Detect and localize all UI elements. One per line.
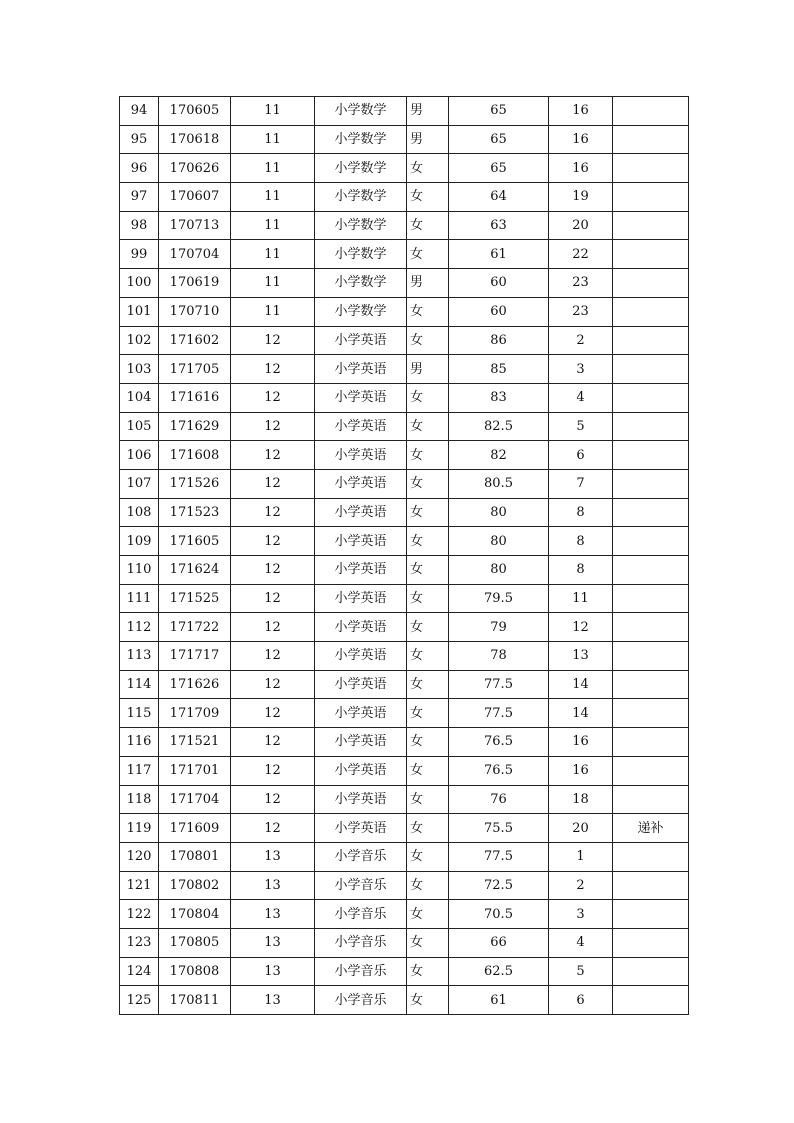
cell-note <box>613 584 689 613</box>
cell-subject: 小学英语 <box>315 699 407 728</box>
cell-score: 66 <box>449 928 549 957</box>
table-row <box>120 728 689 757</box>
cell-score: 62.5 <box>449 957 549 986</box>
table-row <box>120 670 689 699</box>
cell-score: 64 <box>449 183 549 212</box>
cell-subject: 小学数学 <box>315 297 407 326</box>
cell-score: 82 <box>449 441 549 470</box>
table-row <box>120 871 689 900</box>
cell-note <box>613 527 689 556</box>
cell-number: 102 <box>120 326 159 355</box>
cell-number: 105 <box>120 412 159 441</box>
cell-gender: 女 <box>407 928 449 957</box>
cell-rank: 3 <box>549 355 613 384</box>
cell-rank: 16 <box>549 728 613 757</box>
cell-score: 82.5 <box>449 412 549 441</box>
cell-exam-id: 170808 <box>159 957 231 986</box>
table-row <box>120 97 689 126</box>
cell-rank: 5 <box>549 957 613 986</box>
cell-number: 95 <box>120 125 159 154</box>
table-row <box>120 928 689 957</box>
cell-gender: 男 <box>407 355 449 384</box>
cell-gender: 女 <box>407 240 449 269</box>
cell-number: 109 <box>120 527 159 556</box>
cell-note <box>613 326 689 355</box>
cell-gender: 女 <box>407 584 449 613</box>
cell-note <box>613 355 689 384</box>
cell-group: 12 <box>231 412 315 441</box>
cell-exam-id: 171626 <box>159 670 231 699</box>
cell-number: 117 <box>120 756 159 785</box>
cell-group: 12 <box>231 785 315 814</box>
cell-number: 119 <box>120 814 159 843</box>
cell-group: 12 <box>231 326 315 355</box>
table-row <box>120 269 689 298</box>
cell-group: 12 <box>231 756 315 785</box>
cell-number: 104 <box>120 383 159 412</box>
cell-gender: 女 <box>407 785 449 814</box>
cell-subject: 小学英语 <box>315 670 407 699</box>
cell-score: 76.5 <box>449 728 549 757</box>
cell-rank: 11 <box>549 584 613 613</box>
cell-group: 12 <box>231 814 315 843</box>
table-row <box>120 699 689 728</box>
cell-rank: 14 <box>549 670 613 699</box>
cell-score: 65 <box>449 125 549 154</box>
cell-gender: 女 <box>407 297 449 326</box>
cell-number: 99 <box>120 240 159 269</box>
cell-note <box>613 556 689 585</box>
cell-number: 94 <box>120 97 159 126</box>
cell-rank: 6 <box>549 986 613 1015</box>
cell-number: 121 <box>120 871 159 900</box>
table-row <box>120 297 689 326</box>
cell-rank: 4 <box>549 383 613 412</box>
table-row <box>120 613 689 642</box>
cell-subject: 小学数学 <box>315 154 407 183</box>
cell-group: 13 <box>231 928 315 957</box>
cell-score: 80 <box>449 527 549 556</box>
cell-number: 125 <box>120 986 159 1015</box>
cell-subject: 小学音乐 <box>315 842 407 871</box>
cell-subject: 小学数学 <box>315 269 407 298</box>
cell-note <box>613 842 689 871</box>
cell-exam-id: 171722 <box>159 613 231 642</box>
cell-group: 11 <box>231 183 315 212</box>
cell-note <box>613 469 689 498</box>
cell-subject: 小学英语 <box>315 527 407 556</box>
cell-exam-id: 171605 <box>159 527 231 556</box>
cell-rank: 2 <box>549 326 613 355</box>
cell-group: 12 <box>231 699 315 728</box>
cell-note <box>613 785 689 814</box>
cell-group: 11 <box>231 269 315 298</box>
cell-subject: 小学英语 <box>315 785 407 814</box>
cell-subject: 小学音乐 <box>315 986 407 1015</box>
cell-note <box>613 642 689 671</box>
cell-rank: 6 <box>549 441 613 470</box>
cell-gender: 男 <box>407 97 449 126</box>
results-table-body <box>120 97 689 1015</box>
cell-group: 13 <box>231 986 315 1015</box>
cell-number: 108 <box>120 498 159 527</box>
cell-subject: 小学音乐 <box>315 957 407 986</box>
cell-group: 11 <box>231 97 315 126</box>
cell-rank: 20 <box>549 814 613 843</box>
cell-gender: 女 <box>407 871 449 900</box>
cell-subject: 小学英语 <box>315 383 407 412</box>
cell-exam-id: 170801 <box>159 842 231 871</box>
cell-exam-id: 170710 <box>159 297 231 326</box>
cell-exam-id: 170802 <box>159 871 231 900</box>
table-row <box>120 240 689 269</box>
cell-subject: 小学英语 <box>315 728 407 757</box>
cell-note <box>613 613 689 642</box>
cell-group: 12 <box>231 584 315 613</box>
cell-exam-id: 170618 <box>159 125 231 154</box>
cell-group: 12 <box>231 441 315 470</box>
cell-score: 61 <box>449 986 549 1015</box>
cell-subject: 小学数学 <box>315 97 407 126</box>
cell-note <box>613 498 689 527</box>
cell-exam-id: 171701 <box>159 756 231 785</box>
cell-rank: 4 <box>549 928 613 957</box>
cell-score: 85 <box>449 355 549 384</box>
cell-score: 76 <box>449 785 549 814</box>
table-row <box>120 125 689 154</box>
cell-gender: 女 <box>407 814 449 843</box>
cell-rank: 18 <box>549 785 613 814</box>
cell-exam-id: 170704 <box>159 240 231 269</box>
cell-group: 12 <box>231 642 315 671</box>
cell-note <box>613 871 689 900</box>
cell-note <box>613 756 689 785</box>
table-row <box>120 556 689 585</box>
cell-subject: 小学英语 <box>315 556 407 585</box>
cell-exam-id: 171526 <box>159 469 231 498</box>
cell-rank: 14 <box>549 699 613 728</box>
cell-note <box>613 211 689 240</box>
cell-note <box>613 183 689 212</box>
cell-subject: 小学英语 <box>315 441 407 470</box>
cell-gender: 女 <box>407 900 449 929</box>
cell-score: 80 <box>449 556 549 585</box>
table-row <box>120 814 689 843</box>
cell-subject: 小学英语 <box>315 642 407 671</box>
cell-group: 12 <box>231 613 315 642</box>
cell-group: 13 <box>231 957 315 986</box>
cell-rank: 16 <box>549 154 613 183</box>
cell-gender: 女 <box>407 842 449 871</box>
cell-score: 60 <box>449 297 549 326</box>
cell-number: 100 <box>120 269 159 298</box>
cell-note <box>613 383 689 412</box>
cell-rank: 8 <box>549 527 613 556</box>
cell-note <box>613 900 689 929</box>
cell-exam-id: 170805 <box>159 928 231 957</box>
cell-score: 63 <box>449 211 549 240</box>
cell-gender: 女 <box>407 986 449 1015</box>
cell-rank: 1 <box>549 842 613 871</box>
cell-number: 115 <box>120 699 159 728</box>
cell-group: 13 <box>231 842 315 871</box>
cell-exam-id: 170804 <box>159 900 231 929</box>
cell-subject: 小学英语 <box>315 355 407 384</box>
table-row <box>120 183 689 212</box>
cell-number: 124 <box>120 957 159 986</box>
cell-score: 86 <box>449 326 549 355</box>
cell-exam-id: 170811 <box>159 986 231 1015</box>
cell-note <box>613 240 689 269</box>
cell-note: 递补 <box>613 814 689 843</box>
cell-group: 12 <box>231 469 315 498</box>
cell-rank: 16 <box>549 125 613 154</box>
cell-note <box>613 728 689 757</box>
cell-note <box>613 957 689 986</box>
cell-rank: 16 <box>549 756 613 785</box>
table-row <box>120 383 689 412</box>
cell-gender: 女 <box>407 670 449 699</box>
cell-gender: 女 <box>407 613 449 642</box>
cell-rank: 20 <box>549 211 613 240</box>
cell-group: 11 <box>231 240 315 269</box>
cell-subject: 小学英语 <box>315 498 407 527</box>
cell-rank: 16 <box>549 97 613 126</box>
cell-subject: 小学英语 <box>315 469 407 498</box>
table-row <box>120 154 689 183</box>
table-row <box>120 900 689 929</box>
cell-subject: 小学音乐 <box>315 871 407 900</box>
cell-score: 65 <box>449 97 549 126</box>
table-row <box>120 412 689 441</box>
cell-note <box>613 670 689 699</box>
cell-score: 72.5 <box>449 871 549 900</box>
cell-score: 75.5 <box>449 814 549 843</box>
cell-note <box>613 297 689 326</box>
cell-exam-id: 171624 <box>159 556 231 585</box>
table-row <box>120 326 689 355</box>
cell-group: 12 <box>231 355 315 384</box>
cell-rank: 19 <box>549 183 613 212</box>
cell-gender: 女 <box>407 211 449 240</box>
cell-exam-id: 171523 <box>159 498 231 527</box>
cell-gender: 男 <box>407 269 449 298</box>
cell-score: 80 <box>449 498 549 527</box>
cell-note <box>613 986 689 1015</box>
table-row <box>120 584 689 613</box>
table-row <box>120 842 689 871</box>
cell-gender: 女 <box>407 756 449 785</box>
cell-gender: 女 <box>407 412 449 441</box>
cell-exam-id: 171709 <box>159 699 231 728</box>
cell-number: 120 <box>120 842 159 871</box>
table-row <box>120 756 689 785</box>
cell-gender: 女 <box>407 498 449 527</box>
cell-number: 106 <box>120 441 159 470</box>
cell-group: 11 <box>231 154 315 183</box>
cell-exam-id: 170626 <box>159 154 231 183</box>
cell-exam-id: 171602 <box>159 326 231 355</box>
cell-number: 98 <box>120 211 159 240</box>
cell-subject: 小学数学 <box>315 183 407 212</box>
cell-exam-id: 171608 <box>159 441 231 470</box>
cell-number: 111 <box>120 584 159 613</box>
cell-group: 12 <box>231 556 315 585</box>
cell-exam-id: 171717 <box>159 642 231 671</box>
cell-gender: 女 <box>407 527 449 556</box>
cell-number: 123 <box>120 928 159 957</box>
cell-exam-id: 170607 <box>159 183 231 212</box>
cell-score: 65 <box>449 154 549 183</box>
cell-group: 13 <box>231 900 315 929</box>
cell-group: 12 <box>231 728 315 757</box>
cell-number: 101 <box>120 297 159 326</box>
cell-subject: 小学数学 <box>315 211 407 240</box>
cell-number: 116 <box>120 728 159 757</box>
cell-number: 110 <box>120 556 159 585</box>
table-row <box>120 642 689 671</box>
cell-number: 112 <box>120 613 159 642</box>
cell-score: 76.5 <box>449 756 549 785</box>
cell-note <box>613 154 689 183</box>
cell-subject: 小学英语 <box>315 326 407 355</box>
cell-group: 13 <box>231 871 315 900</box>
cell-gender: 女 <box>407 728 449 757</box>
cell-number: 107 <box>120 469 159 498</box>
cell-note <box>613 699 689 728</box>
cell-gender: 女 <box>407 642 449 671</box>
cell-rank: 13 <box>549 642 613 671</box>
cell-gender: 女 <box>407 469 449 498</box>
cell-exam-id: 171705 <box>159 355 231 384</box>
cell-number: 96 <box>120 154 159 183</box>
cell-rank: 8 <box>549 556 613 585</box>
cell-gender: 女 <box>407 699 449 728</box>
cell-note <box>613 412 689 441</box>
cell-subject: 小学数学 <box>315 125 407 154</box>
cell-score: 77.5 <box>449 842 549 871</box>
cell-score: 60 <box>449 269 549 298</box>
cell-subject: 小学音乐 <box>315 928 407 957</box>
cell-score: 77.5 <box>449 670 549 699</box>
cell-rank: 22 <box>549 240 613 269</box>
cell-number: 118 <box>120 785 159 814</box>
cell-exam-id: 171521 <box>159 728 231 757</box>
cell-score: 79.5 <box>449 584 549 613</box>
cell-gender: 女 <box>407 154 449 183</box>
cell-rank: 8 <box>549 498 613 527</box>
table-row <box>120 355 689 384</box>
results-table <box>119 96 689 1015</box>
cell-gender: 女 <box>407 326 449 355</box>
cell-group: 12 <box>231 670 315 699</box>
cell-subject: 小学英语 <box>315 584 407 613</box>
cell-number: 114 <box>120 670 159 699</box>
cell-rank: 12 <box>549 613 613 642</box>
table-row <box>120 785 689 814</box>
table-row <box>120 441 689 470</box>
cell-exam-id: 171616 <box>159 383 231 412</box>
cell-note <box>613 441 689 470</box>
cell-rank: 3 <box>549 900 613 929</box>
cell-rank: 23 <box>549 269 613 298</box>
cell-group: 11 <box>231 125 315 154</box>
cell-exam-id: 171629 <box>159 412 231 441</box>
cell-score: 61 <box>449 240 549 269</box>
cell-gender: 女 <box>407 556 449 585</box>
cell-score: 70.5 <box>449 900 549 929</box>
table-row <box>120 469 689 498</box>
cell-rank: 7 <box>549 469 613 498</box>
cell-exam-id: 170605 <box>159 97 231 126</box>
cell-group: 12 <box>231 383 315 412</box>
cell-gender: 女 <box>407 957 449 986</box>
cell-subject: 小学英语 <box>315 814 407 843</box>
cell-subject: 小学英语 <box>315 613 407 642</box>
cell-score: 79 <box>449 613 549 642</box>
cell-note <box>613 269 689 298</box>
cell-score: 77.5 <box>449 699 549 728</box>
table-row <box>120 211 689 240</box>
cell-rank: 2 <box>549 871 613 900</box>
cell-number: 113 <box>120 642 159 671</box>
cell-note <box>613 97 689 126</box>
table-row <box>120 527 689 556</box>
cell-number: 97 <box>120 183 159 212</box>
cell-group: 11 <box>231 297 315 326</box>
cell-group: 11 <box>231 211 315 240</box>
cell-subject: 小学英语 <box>315 412 407 441</box>
cell-rank: 5 <box>549 412 613 441</box>
cell-subject: 小学数学 <box>315 240 407 269</box>
table-row <box>120 498 689 527</box>
cell-rank: 23 <box>549 297 613 326</box>
cell-number: 103 <box>120 355 159 384</box>
table-row <box>120 986 689 1015</box>
cell-note <box>613 928 689 957</box>
cell-gender: 女 <box>407 183 449 212</box>
cell-group: 12 <box>231 498 315 527</box>
cell-score: 78 <box>449 642 549 671</box>
cell-gender: 男 <box>407 125 449 154</box>
cell-number: 122 <box>120 900 159 929</box>
cell-score: 80.5 <box>449 469 549 498</box>
cell-note <box>613 125 689 154</box>
cell-score: 83 <box>449 383 549 412</box>
cell-subject: 小学音乐 <box>315 900 407 929</box>
cell-exam-id: 170619 <box>159 269 231 298</box>
cell-group: 12 <box>231 527 315 556</box>
cell-subject: 小学英语 <box>315 756 407 785</box>
cell-exam-id: 170713 <box>159 211 231 240</box>
cell-gender: 女 <box>407 383 449 412</box>
table-row <box>120 957 689 986</box>
cell-exam-id: 171525 <box>159 584 231 613</box>
cell-gender: 女 <box>407 441 449 470</box>
cell-exam-id: 171704 <box>159 785 231 814</box>
cell-exam-id: 171609 <box>159 814 231 843</box>
